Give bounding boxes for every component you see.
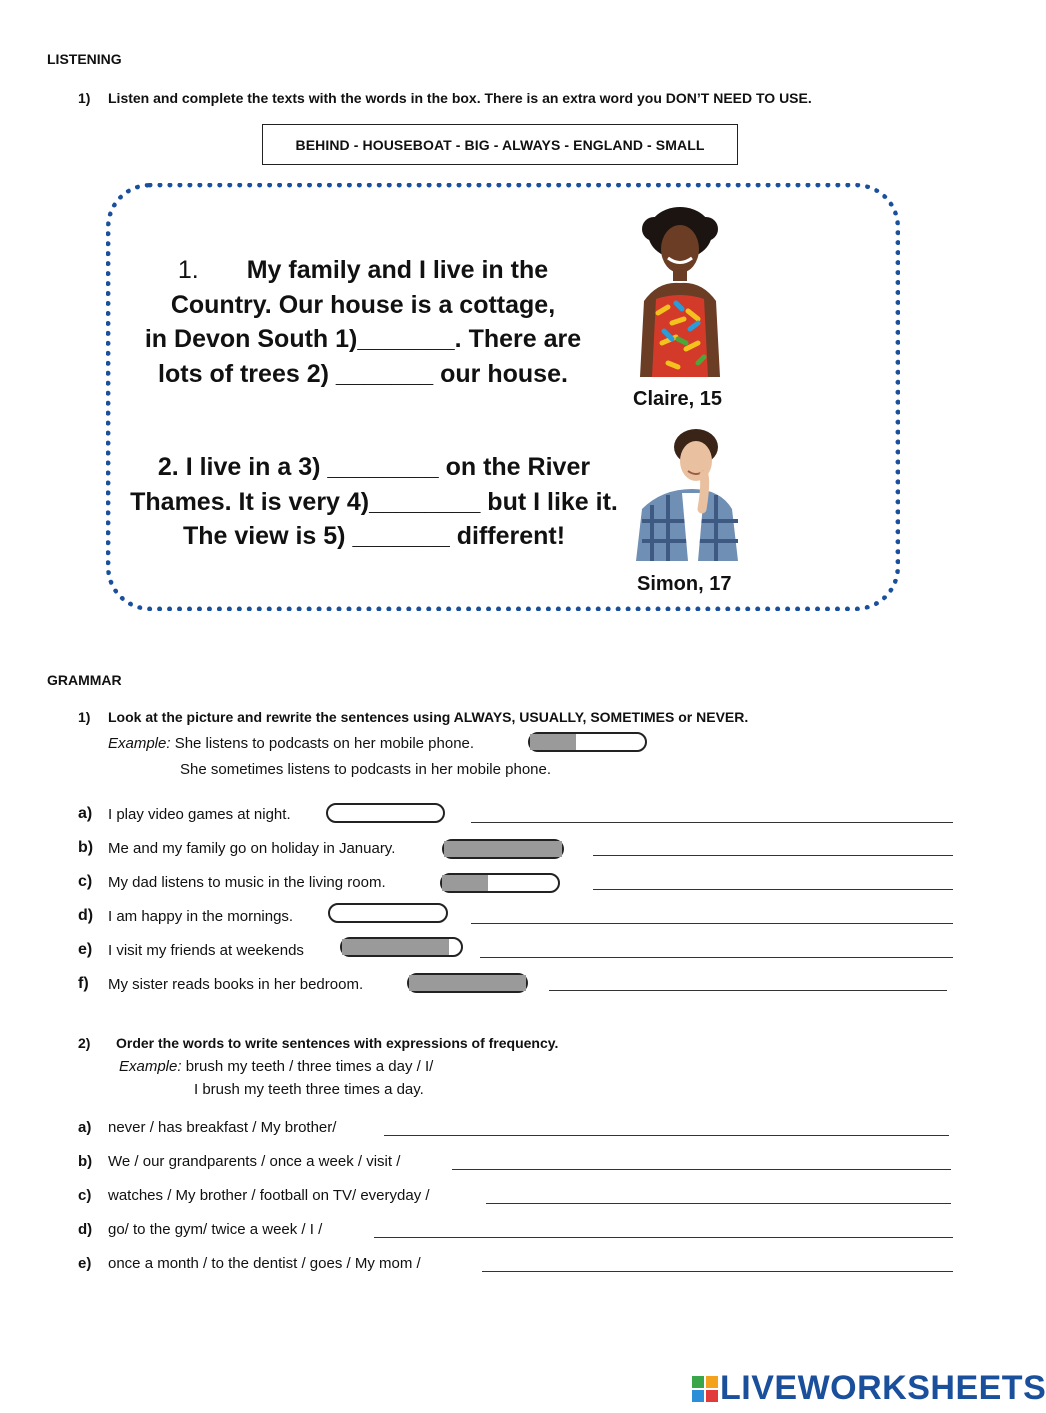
ex1-item-e-label: e): [78, 941, 93, 958]
ex2-item-a-label: a): [78, 1119, 92, 1136]
ex1-item-a-label: a): [78, 805, 93, 822]
ex1-item-c-label: c): [78, 873, 93, 890]
text-1-line-2: Country. Our house is a cottage,: [170, 290, 556, 319]
ex2-item-e-text: once a month / to the dentist / goes / My mom /: [108, 1255, 421, 1272]
frequency-fill: [444, 841, 562, 857]
ex1-item-d-text: I am happy in the mornings.: [108, 908, 294, 925]
ex2-item-e-answer-line[interactable]: [482, 1271, 953, 1272]
text-1: [128, 253, 598, 391]
claire-caption: Claire, 15: [633, 388, 722, 410]
ex2-example-prompt: brush my teeth / three times a day / I/: [185, 1058, 434, 1075]
listening-instruction: Listen and complete the texts with the words in the box. There is an extra word you DON’T NEED TO USE.: [108, 90, 812, 106]
grammar-ex2-number: 2): [78, 1035, 91, 1051]
simon-photo: [632, 425, 742, 561]
ex1-item-c-text: My dad listens to music in the living room.: [108, 874, 386, 891]
grammar-ex2-example: [119, 1058, 433, 1075]
ex1-item-f-frequency-bar: [407, 973, 528, 993]
text-1-line-3: in Devon South 1)_______. There are: [144, 325, 582, 353]
text-1-line-4: lots of trees 2) _______ our house.: [158, 359, 568, 388]
ex2-item-d-answer-line[interactable]: [374, 1237, 953, 1238]
claire-photo: [628, 203, 732, 377]
text-2-line-1: 2. I live in a 3) ________ on the River: [157, 453, 591, 481]
ex1-item-d-label: d): [78, 907, 94, 924]
liveworksheets-logo-icon: [692, 1376, 718, 1402]
ex2-item-c-label: c): [78, 1187, 92, 1204]
ex1-item-b-text: Me and my family go on holiday in January.: [108, 840, 396, 857]
ex2-item-d-text: go/ to the gym/ twice a week / I /: [108, 1221, 323, 1238]
simon-caption: Simon, 17: [637, 573, 732, 595]
ex1-item-a-text: I play video games at night.: [108, 806, 291, 823]
section-heading-grammar: GRAMMAR: [47, 672, 122, 688]
ex1-item-b-label: b): [78, 839, 94, 856]
ex2-example-label: Example:: [119, 1058, 182, 1075]
ex1-item-e-answer-line[interactable]: [480, 957, 953, 958]
ex2-item-c-text: watches / My brother / football on TV/ everyday /: [108, 1187, 430, 1204]
ex2-item-a-answer-line[interactable]: [384, 1135, 949, 1136]
ex2-item-b-text: We / our grandparents / once a week / visit /: [108, 1153, 401, 1170]
example-frequency-bar: [528, 732, 647, 752]
grammar-ex1-example: [108, 735, 474, 752]
example-label: Example:: [108, 735, 171, 752]
ex1-item-f-text: My sister reads books in her bedroom.: [108, 976, 364, 993]
liveworksheets-logo-text: LIVEWORKSHEETS: [720, 1369, 1046, 1407]
section-heading-listening: LISTENING: [47, 51, 122, 67]
ex2-item-a-text: never / has breakfast / My brother/: [108, 1119, 337, 1136]
ex1-item-d-answer-line[interactable]: [471, 923, 953, 924]
text-2-line-2: Thames. It is very 4)________ but I like it.: [130, 487, 618, 516]
ex1-item-f-label: f): [78, 975, 89, 992]
ex1-item-f-answer-line[interactable]: [549, 990, 947, 991]
word-box: BEHIND - HOUSEBOAT - BIG - ALWAYS - ENGLAND - SMALL: [262, 124, 738, 165]
ex2-item-e-label: e): [78, 1255, 92, 1272]
frequency-fill: [530, 734, 576, 750]
instruction-number: 1): [78, 90, 91, 106]
example-sentence: She listens to podcasts on her mobile phone.: [174, 735, 475, 752]
ex1-item-d-frequency-bar: [328, 903, 448, 923]
ex1-item-c-answer-line[interactable]: [593, 889, 953, 890]
ex1-item-a-answer-line[interactable]: [471, 822, 953, 823]
text-2-line-3: The view is 5) _______ different!: [182, 522, 566, 550]
grammar-ex1-number: 1): [78, 709, 91, 725]
ex1-item-c-frequency-bar: [440, 873, 560, 893]
ex2-item-b-answer-line[interactable]: [452, 1169, 951, 1170]
ex1-item-b-frequency-bar: [442, 839, 564, 859]
ex1-item-a-frequency-bar: [326, 803, 445, 823]
ex1-item-e-frequency-bar: [340, 937, 463, 957]
frequency-fill: [442, 875, 488, 891]
grammar-ex2-instruction: Order the words to write sentences with expressions of frequency.: [116, 1035, 559, 1051]
ex1-item-b-answer-line[interactable]: [593, 855, 953, 856]
frequency-fill: [342, 939, 449, 955]
text-1-line-1: 1. My family and I live in the: [177, 256, 549, 284]
ex2-item-c-answer-line[interactable]: [486, 1203, 951, 1204]
text-1-number: 1.: [177, 256, 199, 284]
ex2-item-d-label: d): [78, 1221, 93, 1238]
ex1-item-e-text: I visit my friends at weekends: [108, 942, 304, 959]
frequency-fill: [409, 975, 526, 991]
example-answer: She sometimes listens to podcasts in her mobile phone.: [180, 761, 552, 778]
grammar-ex1-instruction: Look at the picture and rewrite the sentences using ALWAYS, USUALLY, SOMETIMES or NEVER.: [108, 709, 749, 725]
ex2-item-b-label: b): [78, 1153, 93, 1170]
text-2: [118, 450, 630, 554]
ex2-example-answer: I brush my teeth three times a day.: [194, 1081, 424, 1098]
